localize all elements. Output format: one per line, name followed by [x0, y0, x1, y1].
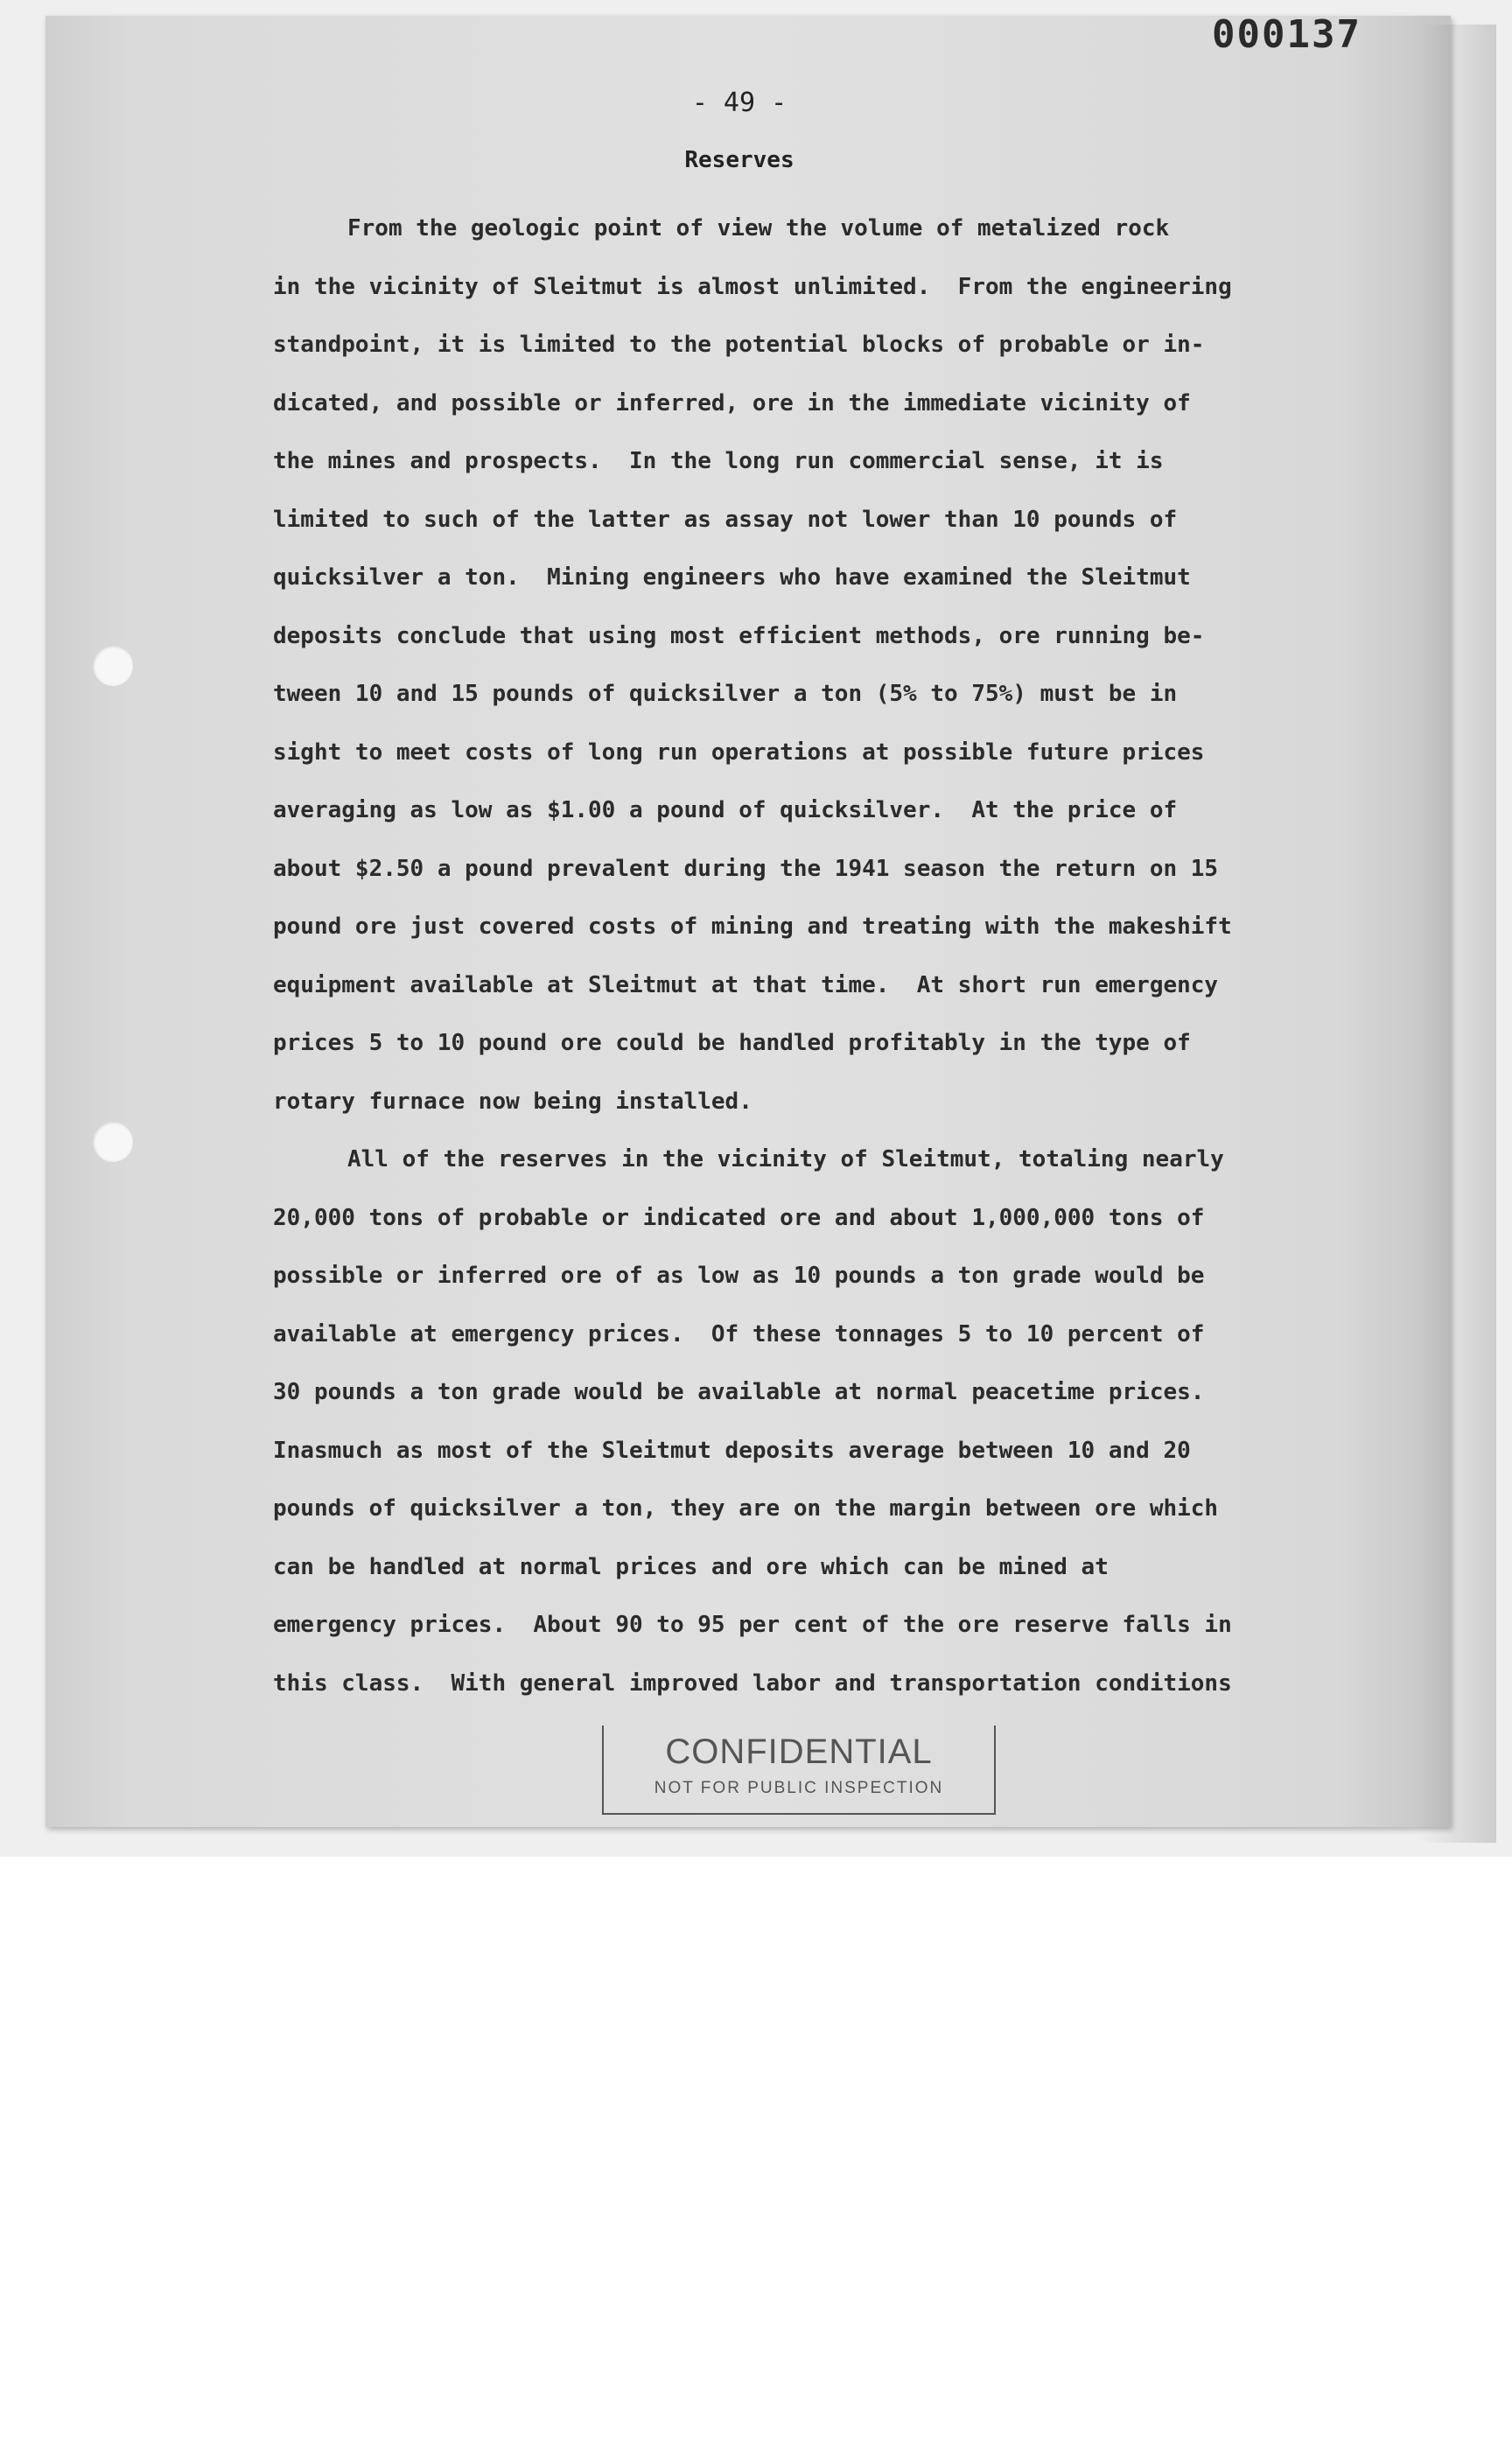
confidential-stamp — [602, 1726, 996, 1815]
text-line: can be handled at normal prices and ore which can be mined at — [273, 1553, 1109, 1580]
document-number: 000137 — [1212, 12, 1362, 57]
punch-hole-icon — [93, 646, 133, 686]
text-line: possible or inferred ore of as low as 10 pounds a ton grade would be — [273, 1263, 1205, 1289]
text-line: 30 pounds a ton grade would be available at normal peacetime prices. — [273, 1379, 1205, 1405]
text-line: dicated, and possible or inferred, ore in the immediate vicinity of — [273, 389, 1191, 416]
paragraph — [273, 1130, 1323, 1712]
text-line: the mines and prospects. In the long run commercial sense, it is — [273, 448, 1164, 474]
text-line: about $2.50 a pound prevalent during the 1941 season the return on 15 — [273, 855, 1219, 882]
body-text — [273, 200, 1323, 1712]
text-line: Inasmuch as most of the Sleitmut deposits average between 10 and 20 — [273, 1437, 1191, 1464]
sheet-shadow-edge — [1419, 24, 1496, 1843]
stamp-subtitle: NOT FOR PUBLIC INSPECTION — [654, 1779, 944, 1797]
text-line: quicksilver a ton. Mining engineers who have examined the Sleitmut — [273, 564, 1191, 591]
text-line: sight to meet costs of long run operations at possible future prices — [273, 738, 1205, 766]
text-line: standpoint, it is limited to the potential blocks of probable or in- — [273, 332, 1205, 358]
text-line: equipment available at Sleitmut at that time. At short run emergency — [273, 971, 1219, 998]
text-line: available at emergency prices. Of these tonnages 5 to 10 percent of — [273, 1320, 1205, 1348]
text-line: All of the reserves in the vicinity of Sleitmut, totaling nearly — [347, 1146, 1224, 1172]
text-line: tween 10 and 15 pounds of quicksilver a ton (5% to 75%) must be in — [273, 681, 1178, 707]
stamp-title: CONFIDENTIAL — [665, 1732, 933, 1771]
text-line: deposits conclude that using most efficient methods, ore running be- — [273, 622, 1205, 649]
text-line: limited to such of the latter as assay not lower than 10 pounds of — [273, 506, 1178, 533]
paragraph — [273, 200, 1323, 1130]
section-heading: Reserves — [684, 147, 794, 173]
page-number: - 49 - — [691, 88, 788, 118]
punch-hole-icon — [93, 1122, 133, 1162]
text-line: averaging as low as $1.00 a pound of quicksilver. At the price of — [273, 797, 1178, 823]
text-line: rotary furnace now being installed. — [273, 1088, 752, 1115]
text-line: pound ore just covered costs of mining and treating with the makeshift — [273, 914, 1232, 940]
text-line: prices 5 to 10 pound ore could be handled profitably in the type of — [273, 1030, 1191, 1056]
text-line: 20,000 tons of probable or indicated ore and about 1,000,000 tons of — [273, 1204, 1205, 1231]
text-line: this class. With general improved labor and transportation conditions — [273, 1670, 1232, 1697]
text-line: From the geologic point of view the volume of metalized rock — [347, 215, 1170, 242]
text-line: in the vicinity of Sleitmut is almost unlimited. From the engineering — [273, 273, 1232, 300]
text-line: emergency prices. About 90 to 95 per cent of the ore reserve falls in — [273, 1612, 1232, 1638]
text-line: pounds of quicksilver a ton, they are on the margin between ore which — [273, 1495, 1219, 1522]
